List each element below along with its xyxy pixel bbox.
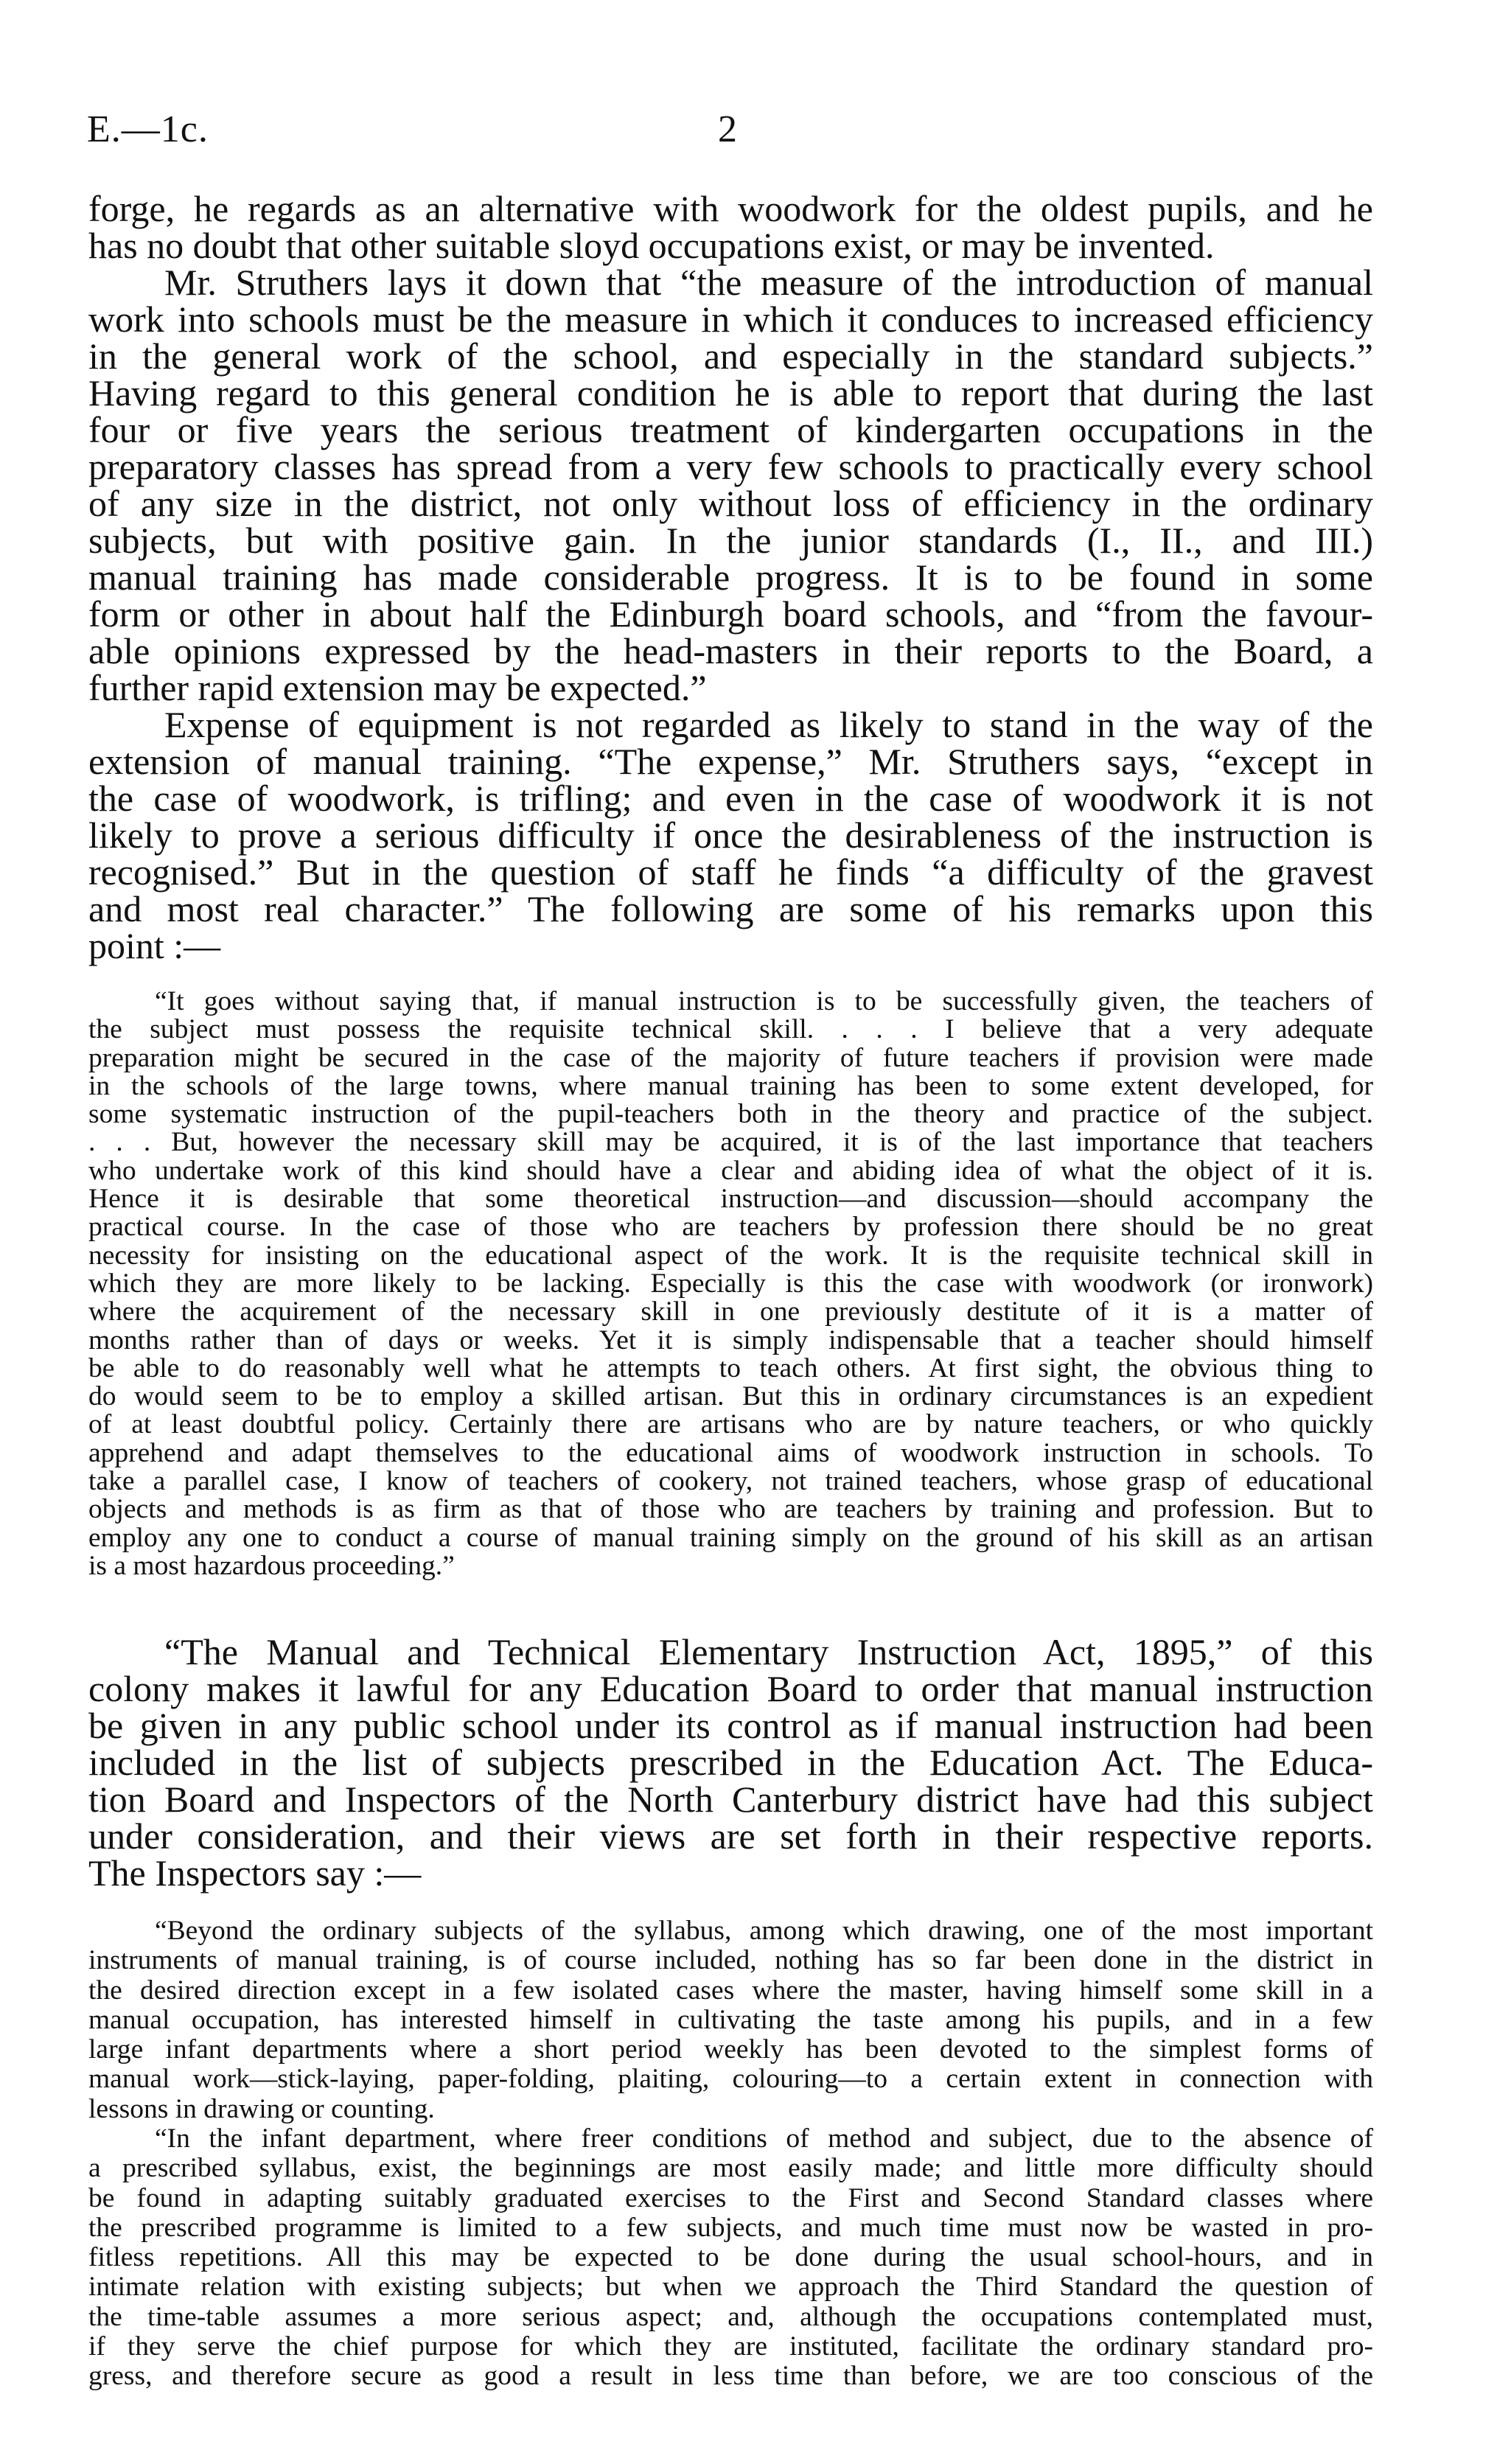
text-line: the case of woodwork, is trifling; and even in the case of woodwork it is not xyxy=(88,778,1373,819)
text-line: point :— xyxy=(88,925,221,966)
text-line: Having regard to this general condition he is able to report that during the last xyxy=(88,372,1373,413)
text-line: lessons in drawing or counting. xyxy=(88,2093,435,2124)
text-line: Expense of equipment is not regarded as likely to stand in the way of the xyxy=(164,704,1373,745)
text-line: able opinions expressed by the head-masters in their reports to the Board, a xyxy=(88,630,1373,671)
text-line: “Beyond the ordinary subjects of the syllabus, among which drawing, one of the most important xyxy=(155,1916,1373,1946)
text-line: preparation might be secured in the case of the majority of future teachers if provision were made xyxy=(88,1042,1373,1073)
text-line: “In the infant department, where freer conditions of method and subject, due to the absence of xyxy=(155,2123,1373,2154)
text-line: practical course. In the case of those who are teachers by profession there should be no great xyxy=(88,1212,1373,1243)
text-line: forge, he regards as an alternative with woodwork for the oldest pupils, and he xyxy=(88,188,1373,229)
text-line: subjects, but with positive gain. In the junior standards (I., II., and III.) xyxy=(88,520,1373,561)
paragraph-struthers xyxy=(88,264,1373,706)
text-line: four or five years the serious treatment of kindergarten occupations in the xyxy=(88,409,1373,450)
text-line: of any size in the district, not only without loss of efficiency in the ordinary xyxy=(88,483,1373,524)
quotation-inspectors-1 xyxy=(88,1916,1373,2124)
document-reference: E.—1c. xyxy=(87,108,209,150)
text-line: Mr. Struthers lays it down that “the measure of the introduction of manual xyxy=(164,262,1373,303)
page-number: 2 xyxy=(718,108,737,150)
text-line: be given in any public school under its control as if manual instruction had been xyxy=(88,1705,1373,1746)
text-line: gress, and therefore secure as good a result in less time than before, we are too conscious of the xyxy=(88,2361,1373,2392)
text-line: the time-table assumes a more serious aspect; and, although the occupations contemplated must, xyxy=(88,2301,1373,2332)
text-line: preparatory classes has spread from a very few schools to practically every school xyxy=(88,446,1373,487)
text-line: has no doubt that other suitable sloyd occupations exist, or may be invented. xyxy=(88,225,1215,266)
text-line: do would seem to be to employ a skilled artisan. But this in ordinary circumstances is an expedient xyxy=(88,1381,1373,1412)
quotation-inspectors-2 xyxy=(88,2124,1373,2392)
text-line: the desired direction except in a few isolated cases where the master, having himself some skill in a xyxy=(88,1975,1373,2006)
text-line: instruments of manual training, is of course included, nothing has so far been done in the district in xyxy=(88,1945,1373,1976)
text-line: intimate relation with existing subjects; but when we approach the Third Standard the question of xyxy=(88,2272,1373,2303)
text-line: “The Manual and Technical Elementary Instruction Act, 1895,” of this xyxy=(164,1631,1373,1672)
paragraph-forge xyxy=(88,190,1373,264)
text-line: manual occupation, has interested himself in cultivating the taste among his pupils, and in a few xyxy=(88,2004,1373,2035)
text-line: included in the list of subjects prescribed in the Education Act. The Educa- xyxy=(88,1742,1373,1783)
text-line: employ any one to conduct a course of manual training simply on the ground of his skill as an artisan xyxy=(88,1522,1373,1553)
text-line: objects and methods is as firm as that of those who are teachers by training and profession. But to xyxy=(88,1494,1373,1525)
text-line: the subject must possess the requisite technical skill. . . . I believe that a very adequate xyxy=(88,1014,1373,1045)
text-line: necessity for insisting on the educational aspect of the work. It is the requisite technical skill in xyxy=(88,1240,1373,1271)
text-line: be found in adapting suitably graduated exercises to the First and Second Standard classes where xyxy=(88,2182,1373,2213)
paragraph-manual-act xyxy=(88,1631,1373,1894)
text-line: some systematic instruction of the pupil-teachers both in the theory and practice of the subject. xyxy=(88,1099,1373,1130)
text-line: under consideration, and their views are set forth in their respective reports. xyxy=(88,1815,1373,1857)
text-line: who undertake work of this kind should have a clear and abiding idea of what the object of it is. xyxy=(88,1155,1373,1186)
text-line: extension of manual training. “The expense,” Mr. Struthers says, “except in xyxy=(88,741,1373,782)
text-line: colony makes it lawful for any Education Board to order that manual instruction xyxy=(88,1668,1373,1709)
text-line: recognised.” But in the question of staff he finds “a difficulty of the gravest xyxy=(88,851,1373,893)
text-line: further rapid extension may be expected.” xyxy=(88,667,707,708)
text-line: manual training has made considerable progress. It is to be found in some xyxy=(88,556,1373,598)
text-line: The Inspectors say :— xyxy=(88,1852,422,1894)
text-line: . . . But, however the necessary skill may be acquired, it is of the last importance that teachers xyxy=(88,1127,1373,1158)
text-line: form or other in about half the Edinburgh board schools, and “from the favour- xyxy=(88,593,1373,635)
text-line: if they serve the chief purpose for which they are instituted, facilitate the ordinary standard pro- xyxy=(88,2331,1373,2362)
text-line: apprehend and adapt themselves to the educational aims of woodwork instruction in schools. To xyxy=(88,1437,1373,1468)
text-line: be able to do reasonably well what he attempts to teach others. At first sight, the obvious thing to xyxy=(88,1353,1373,1383)
text-line: take a parallel case, I know of teachers of cookery, not trained teachers, whose grasp of educational xyxy=(88,1466,1373,1497)
text-line: Hence it is desirable that some theoretical instruction—and discussion—should accompany the xyxy=(88,1184,1373,1215)
text-line: which they are more likely to be lacking. Especially is this the case with woodwork (or ironwork) xyxy=(88,1268,1373,1299)
quotation-struthers xyxy=(88,988,1373,1580)
paragraph-expense xyxy=(88,706,1373,964)
text-line: in the general work of the school, and especially in the standard subjects.” xyxy=(88,335,1373,377)
text-line: in the schools of the large towns, where manual training has been to some extent developed, for xyxy=(88,1070,1373,1101)
text-line: “It goes without saying that, if manual instruction is to be successfully given, the teachers of xyxy=(155,986,1373,1016)
text-line: where the acquirement of the necessary skill in one previously destitute of it is a matter of xyxy=(88,1296,1373,1327)
text-line: and most real character.” The following are some of his remarks upon this xyxy=(88,888,1373,929)
text-line: months rather than of days or weeks. Yet it is simply indispensable that a teacher should himself xyxy=(88,1325,1373,1355)
text-line: likely to prove a serious difficulty if once the desirableness of the instruction is xyxy=(88,814,1373,856)
text-line: manual work—stick-laying, paper-folding, plaiting, colouring—to a certain extent in connection with xyxy=(88,2064,1373,2095)
text-line: tion Board and Inspectors of the North Canterbury district have had this subject xyxy=(88,1779,1373,1820)
text-line: of at least doubtful policy. Certainly there are artisans who are by nature teachers, or who quickly xyxy=(88,1409,1373,1440)
text-line: a prescribed syllabus, exist, the beginnings are most easily made; and little more difficulty should xyxy=(88,2153,1373,2184)
text-line: large infant departments where a short period weekly has been devoted to the simplest forms of xyxy=(88,2034,1373,2065)
text-line: work into schools must be the measure in which it conduces to increased efficiency xyxy=(88,299,1373,340)
text-line: is a most hazardous proceeding.” xyxy=(88,1550,455,1581)
text-line: fitless repetitions. All this may be expected to be done during the usual school-hours, and in xyxy=(88,2242,1373,2273)
text-line: the prescribed programme is limited to a few subjects, and much time must now be wasted in pro- xyxy=(88,2212,1373,2243)
